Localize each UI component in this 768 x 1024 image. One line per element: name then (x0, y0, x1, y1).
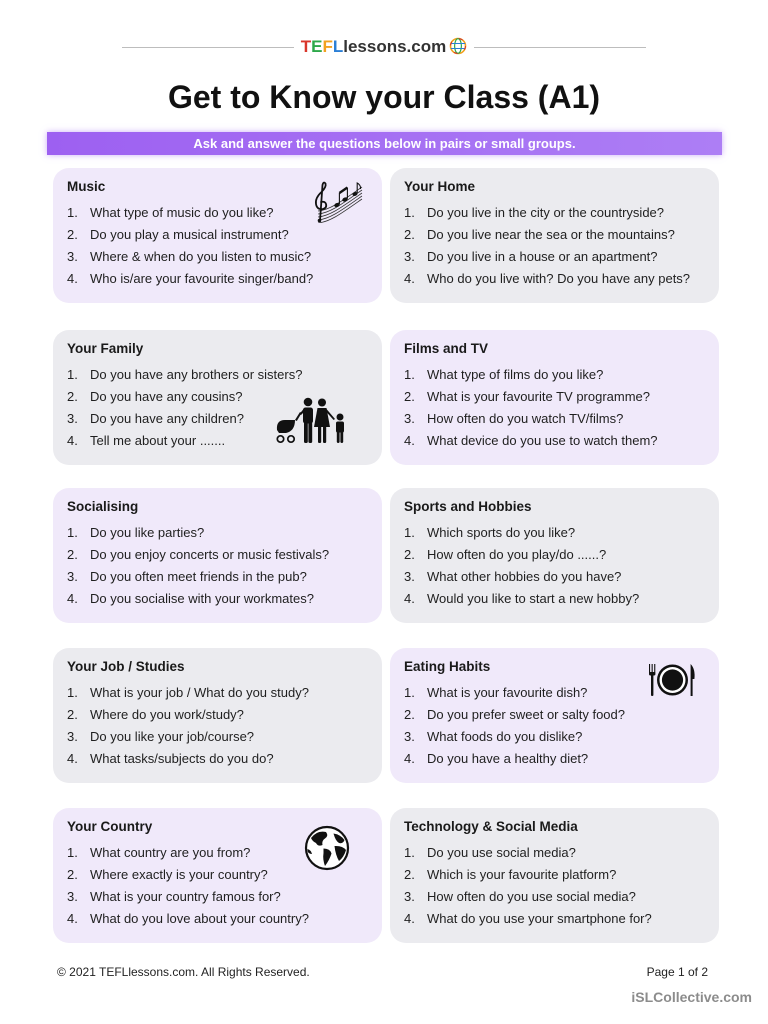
card-title: Sports and Hobbies (404, 499, 532, 514)
question-item (404, 522, 639, 544)
question-number: 1. (67, 685, 78, 700)
question-text: Where do you work/study? (90, 707, 244, 722)
question-number: 3. (404, 249, 415, 264)
question-number: 1. (404, 367, 415, 382)
question-text: Do you like your job/course? (90, 729, 255, 744)
page-title: Get to Know your Class (A1) (167, 79, 601, 115)
question-number: 4. (404, 911, 415, 926)
question-text: Which is your favourite platform? (427, 867, 617, 882)
question-item (404, 268, 690, 290)
question-text: What country are you from? (90, 845, 251, 860)
logo-letter-t: T (300, 37, 312, 56)
question-text: How often do you play/do ......? (427, 547, 607, 562)
question-number: 4. (67, 433, 78, 448)
question-number: 2. (67, 867, 78, 882)
question-list (67, 202, 313, 290)
question-item (404, 386, 658, 408)
music-notes-icon (312, 181, 364, 223)
question-text: What other hobbies do you have? (427, 569, 622, 584)
question-text: Who do you live with? Do you have any pets? (427, 271, 691, 286)
question-item (404, 908, 652, 930)
question-text: Tell me about your ....... (90, 433, 226, 448)
question-text: What is your country famous for? (90, 889, 281, 904)
question-text: Do you often meet friends in the pub? (90, 569, 307, 584)
question-text: Where exactly is your country? (90, 867, 268, 882)
question-item (67, 522, 329, 544)
question-text: Do you use social media? (427, 845, 576, 860)
logo-letter-l: L (332, 37, 344, 56)
globe-logo-icon (449, 37, 467, 55)
question-item (67, 682, 309, 704)
question-list (67, 682, 309, 770)
card-title: Your Home (404, 179, 476, 194)
question-item (404, 544, 639, 566)
question-list (67, 842, 309, 930)
card-eating-habits (390, 648, 719, 783)
question-item (404, 430, 658, 452)
question-text: Do you socialise with your workmates? (90, 591, 314, 606)
question-text: Where & when do you listen to music? (90, 249, 312, 264)
question-text: Do you live near the sea or the mountains? (427, 227, 675, 242)
question-number: 4. (67, 591, 78, 606)
card-title: Films and TV (404, 341, 489, 356)
question-item (67, 908, 309, 930)
card-title: Your Country (67, 819, 153, 834)
question-text: Do you prefer sweet or salty food? (427, 707, 625, 722)
question-text: Who is/are your favourite singer/band? (90, 271, 314, 286)
question-number: 2. (404, 867, 415, 882)
question-number: 1. (404, 845, 415, 860)
question-item (67, 408, 302, 430)
card-your-country (53, 808, 382, 943)
question-text: Which sports do you like? (427, 525, 576, 540)
question-item (67, 588, 329, 610)
question-text: Do you live in the city or the countryside? (427, 205, 665, 220)
question-text: What is your favourite dish? (427, 685, 588, 700)
question-text: What is your favourite TV programme? (427, 389, 651, 404)
logo-letter-f: F (322, 37, 333, 56)
site-logo (294, 36, 475, 58)
question-list (404, 842, 652, 930)
question-number: 2. (404, 547, 415, 562)
question-item (67, 748, 309, 770)
copyright-notice: © 2021 TEFLlessons.com. All Rights Reserved. (57, 965, 310, 979)
question-item (404, 748, 625, 770)
question-number: 4. (67, 911, 78, 926)
question-text: Do you have any brothers or sisters? (90, 367, 303, 382)
card-title: Your Family (67, 341, 144, 356)
question-text: How often do you use social media? (427, 889, 636, 904)
question-number: 1. (404, 525, 415, 540)
question-item (67, 430, 302, 452)
question-item (404, 704, 625, 726)
card-title: Your Job / Studies (67, 659, 185, 674)
question-number: 3. (404, 569, 415, 584)
question-text: What type of music do you like? (90, 205, 274, 220)
plate-cutlery-icon (648, 663, 696, 697)
card-sports-and-hobbies (390, 488, 719, 623)
question-number: 2. (67, 389, 78, 404)
question-item (404, 682, 625, 704)
card-socialising (53, 488, 382, 623)
question-item (67, 246, 313, 268)
question-item (67, 726, 309, 748)
question-text: Do you have any children? (90, 411, 244, 426)
card-title: Music (67, 179, 106, 194)
page-number: Page 1 of 2 (646, 965, 708, 979)
question-number: 1. (404, 205, 415, 220)
question-number: 3. (67, 411, 78, 426)
question-list (67, 364, 302, 452)
question-list (404, 522, 639, 610)
question-number: 3. (67, 889, 78, 904)
question-text: Do you live in a house or an apartment? (427, 249, 658, 264)
question-text: What type of films do you like? (427, 367, 604, 382)
question-number: 1. (67, 205, 78, 220)
card-films-and-tv (390, 330, 719, 465)
watermark: iSLCollective.com (631, 989, 752, 1005)
question-text: Do you have a healthy diet? (427, 751, 589, 766)
question-number: 2. (67, 547, 78, 562)
question-text: Do you like parties? (90, 525, 205, 540)
question-item (67, 268, 313, 290)
question-number: 4. (67, 271, 78, 286)
question-item (404, 726, 625, 748)
question-number: 2. (67, 227, 78, 242)
question-number: 2. (404, 707, 415, 722)
question-number: 4. (67, 751, 78, 766)
question-number: 1. (67, 525, 78, 540)
question-list (67, 522, 329, 610)
question-number: 3. (67, 569, 78, 584)
card-your-home (390, 168, 719, 303)
card-title: Technology & Social Media (404, 819, 578, 834)
question-number: 2. (404, 389, 415, 404)
question-number: 2. (404, 227, 415, 242)
question-item (67, 364, 302, 386)
question-item (67, 886, 309, 908)
question-number: 3. (404, 411, 415, 426)
question-item (67, 386, 302, 408)
question-text: What device do you use to watch them? (427, 433, 658, 448)
logo-letter-e: E (311, 37, 323, 56)
question-item (404, 224, 690, 246)
question-number: 4. (404, 433, 415, 448)
question-item (404, 566, 639, 588)
question-list (404, 682, 625, 770)
family-icon (274, 397, 352, 444)
question-text: What do you love about your country? (90, 911, 309, 926)
question-number: 1. (404, 685, 415, 700)
header (0, 36, 768, 58)
question-item (404, 842, 652, 864)
question-text: Do you enjoy concerts or music festivals? (90, 547, 330, 562)
question-text: Would you like to start a new hobby? (427, 591, 640, 606)
question-item (404, 408, 658, 430)
question-text: What tasks/subjects do you do? (90, 751, 274, 766)
question-number: 2. (67, 707, 78, 722)
card-title: Socialising (67, 499, 139, 514)
card-title: Eating Habits (404, 659, 491, 674)
card-technology-social-media (390, 808, 719, 943)
question-item (404, 364, 658, 386)
question-number: 3. (67, 729, 78, 744)
question-item (404, 588, 639, 610)
question-number: 3. (404, 889, 415, 904)
question-number: 4. (404, 751, 415, 766)
question-number: 3. (404, 729, 415, 744)
question-text: What foods do you dislike? (427, 729, 583, 744)
question-item (67, 544, 329, 566)
question-number: 4. (404, 591, 415, 606)
card-your-job-studies (53, 648, 382, 783)
question-item (404, 246, 690, 268)
question-number: 4. (404, 271, 415, 286)
question-item (404, 886, 652, 908)
question-number: 3. (67, 249, 78, 264)
question-number: 1. (67, 845, 78, 860)
question-item (67, 224, 313, 246)
question-item (67, 704, 309, 726)
card-your-family (53, 330, 382, 465)
question-text: How often do you watch TV/films? (427, 411, 624, 426)
question-list (404, 364, 658, 452)
question-item (67, 864, 309, 886)
question-text: What do you use your smartphone for? (427, 911, 652, 926)
question-item (67, 842, 309, 864)
question-number: 1. (67, 367, 78, 382)
question-item (404, 202, 690, 224)
logo-text: lessons.com (343, 37, 447, 56)
question-text: Do you have any cousins? (90, 389, 243, 404)
question-item (67, 566, 329, 588)
globe-icon (304, 825, 350, 871)
question-item (67, 202, 313, 224)
question-list (404, 202, 690, 290)
question-text: What is your job / What do you study? (90, 685, 309, 700)
question-text: Do you play a musical instrument? (90, 227, 289, 242)
instructions-banner: Ask and answer the questions below in pairs or small groups. (47, 132, 722, 155)
question-item (404, 864, 652, 886)
card-music (53, 168, 382, 303)
